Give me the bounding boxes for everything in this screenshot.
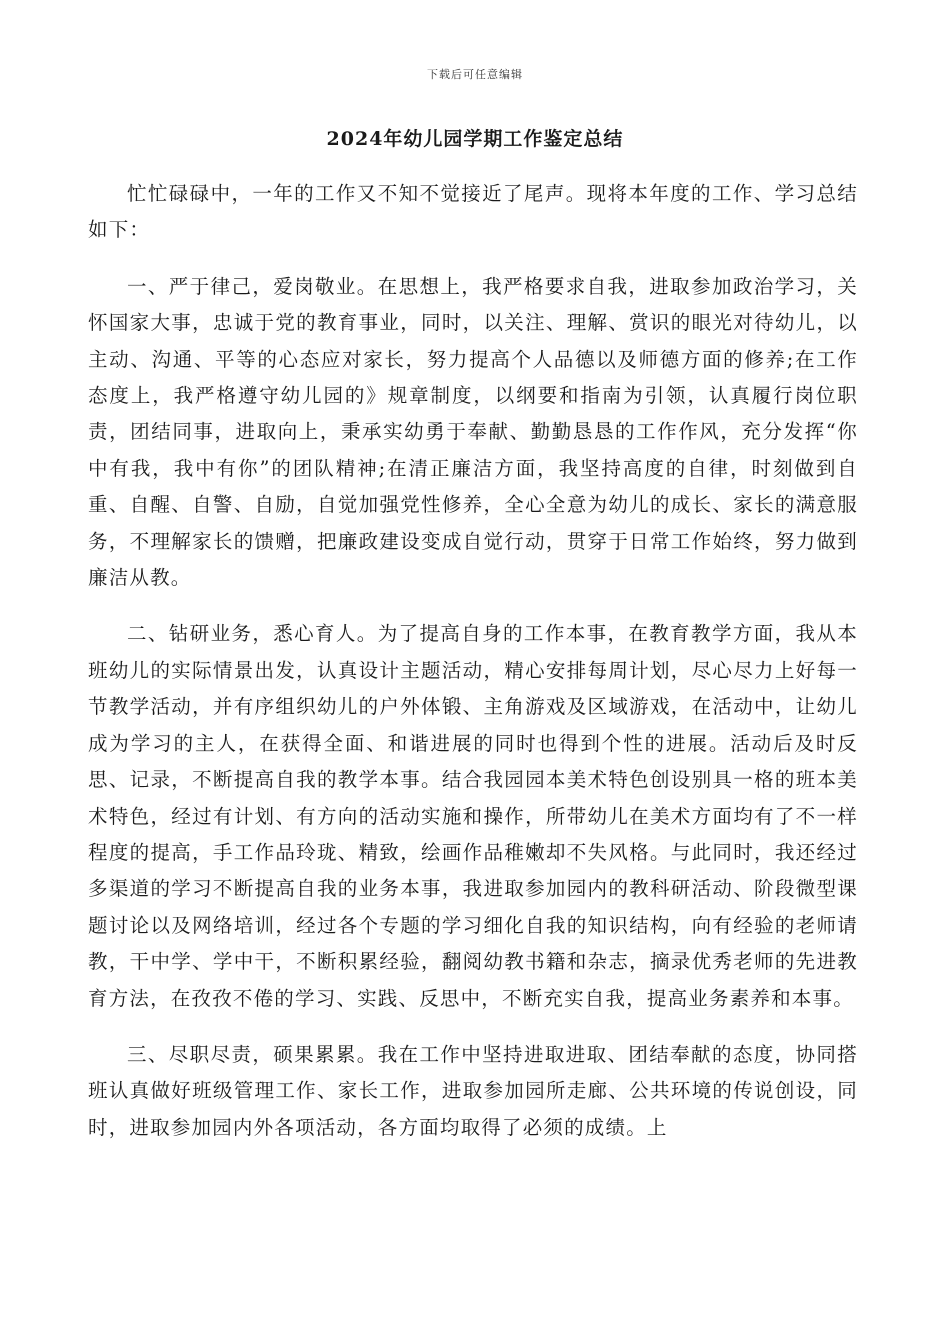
document-body <box>88 176 858 1166</box>
paragraph-section-3: 三、尽职尽责，硕果累累。我在工作中坚持进取进取、团结奉献的态度，协同搭班认真做好班级管理工作、家长工作，进取参加园所走廊、公共环境的传说创设，同时，进取参加园内外各项活动，各方面均取得了必须的成绩。上 <box>88 1042 858 1139</box>
page-header-note: 下载后可任意编辑 <box>427 68 523 81</box>
paragraph-intro: 忙忙碌碌中，一年的工作又不知不觉接近了尾声。现将本年度的工作、学习总结如下： <box>88 182 858 242</box>
paragraph-section-2: 二、钻研业务，悉心育人。为了提高自身的工作本事，在教育教学方面，我从本班幼儿的实际情景出发，认真设计主题活动，精心安排每周计划，尽心尽力上好每一节教学活动，并有序组织幼儿的户外体锻、主角游戏及区域游戏，在活动中，让幼儿成为学习的主人，在获得全面、和谐进展的同时也得到个性的进展。活动后及时反思、记录，不断提高自我的教学本事。结合我园园本美术特色创设别具一格的班本美术特色，经过有计划、有方向的活动实施和操作，所带幼儿在美术方面均有了不一样程度的提高，手工作品玲珑、精致，绘画作品稚嫩却不失风格。与此同时，我还经过多渠道的学习不断提高自我的业务本事，我进取参加园内的教科研活动、阶段微型课题讨论以及网络培训，经过各个专题的学习细化自我的知识结构，向有经验的老师请教，干中学、学中干，不断积累经验，翻阅幼教书籍和杂志，摘录优秀老师的先进教育方法，在孜孜不倦的学习、实践、反思中，不断充实自我，提高业务素养和本事。 <box>88 622 858 1010</box>
document-title: 2024年幼儿园学期工作鉴定总结 <box>326 128 624 150</box>
paragraph-section-1: 一、严于律己，爱岗敬业。在思想上，我严格要求自我，进取参加政治学习，关怀国家大事，忠诚于党的教育事业，同时，以关注、理解、赏识的眼光对待幼儿，以主动、沟通、平等的心态应对家长，努力提高个人品德以及师德方面的修养;在工作态度上，我严格遵守幼儿园的》规章制度，以纲要和指南为引领，认真履行岗位职责，团结同事，进取向上，秉承实幼勇于奉献、勤勤恳恳的工作作风，充分发挥“你中有我，我中有你”的团队精神;在清正廉洁方面，我坚持高度的自律，时刻做到自重、自醒、自警、自励，自觉加强党性修养，全心全意为幼儿的成长、家长的满意服务，不理解家长的馈赠，把廉政建设变成自觉行动，贯穿于日常工作始终，努力做到廉洁从教。 <box>88 274 858 590</box>
